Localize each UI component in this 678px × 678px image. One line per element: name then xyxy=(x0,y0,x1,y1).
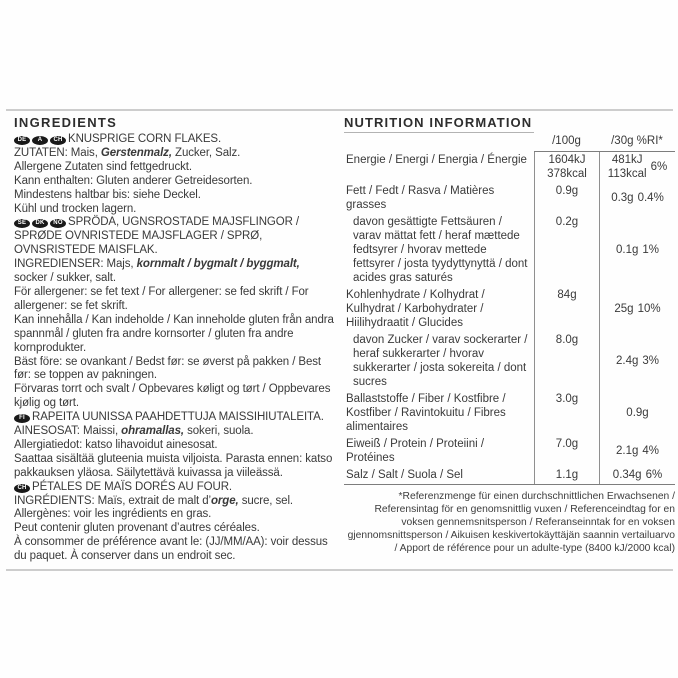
value-per-30g: 481kJ 113kcal 6% xyxy=(599,152,675,183)
reference-intake-percent: 3% xyxy=(642,355,659,367)
text-segment: kornmalt / bygmalt / byggmalt, xyxy=(136,258,300,271)
nutrient-label: Eiweiß / Protein / Proteiini / Protéines xyxy=(346,438,485,464)
nutrient-label: Kohlenhydrate / Kolhydrat / Kulhydrat / Karbohydrater / Hiilihydraatit / Glucides xyxy=(346,289,485,329)
reference-intake-percent: 0.4% xyxy=(637,192,664,204)
country-badge-ch-icon: CH xyxy=(50,136,66,145)
text-segment: Allergene Zutaten sind fettgedruckt. xyxy=(14,160,192,173)
ingredients-paragraph xyxy=(14,314,336,356)
ingredients-paragraph xyxy=(14,133,336,147)
value-per-100g: 84g xyxy=(534,287,599,332)
country-badge-se-icon: SE xyxy=(14,219,30,228)
text-segment: Allergènes: voir les ingrédients en gras. xyxy=(14,508,212,521)
text-segment: INGREDIENSER: Majs, xyxy=(14,258,137,271)
column-header-per-30g-ri: /30g %RI* xyxy=(599,132,675,152)
text-segment: Zucker, Salz. xyxy=(171,146,241,159)
value-per-30g: 25g 10% xyxy=(599,287,675,332)
text-segment: För allergener: se fet text / For allergener: se fed skrift / For allergener: se fet skrift. xyxy=(14,285,309,312)
value-per-30g: 2.1g 4% xyxy=(599,436,675,467)
text-segment: ohramallas, xyxy=(121,425,184,438)
reference-intake-percent: 10% xyxy=(637,303,661,315)
text-segment: ZUTATEN: Mais, xyxy=(14,146,101,159)
text-segment: KNUSPRIGE CORN FLAKES. xyxy=(68,133,222,145)
value-per-100g: 0.2g xyxy=(534,214,599,287)
country-badge-de-icon: DE xyxy=(14,136,30,145)
text-segment: INGRÉDIENTS: Maïs, extrait de malt d’ xyxy=(14,494,211,507)
text-segment: Saattaa sisältää gluteenia muista viljoista. Parasta ennen: katso pakkauksen yläosa. Säilytettävä kuivassa ja viileässä. xyxy=(14,452,333,479)
value-per-100g: 3.0g xyxy=(534,391,599,436)
ingredients-paragraph xyxy=(14,175,336,189)
text-segment: Bäst före: se ovankant / Bedst før: se øverst på pakken / Best før: se toppen av pakningen. xyxy=(14,355,322,382)
value-per-100g: 8.0g xyxy=(534,332,599,391)
nutrition-section xyxy=(344,115,675,566)
text-segment: Allergiatiedot: katso lihavoidut ainesosat. xyxy=(14,438,218,451)
header-spacer xyxy=(344,132,534,152)
text-segment: SPRÖDA, UGNSROSTADE MAJSFLINGOR / SPRØDE OVNRISTEDE MAJSFLAGER / SPRØ, OVNSRISTEDE MAISFLAK. xyxy=(14,216,299,257)
text-segment: Förvaras torrt och svalt / Opbevares køligt og tørt / Oppbevares kjølig og tørt. xyxy=(14,383,331,410)
nutrient-label: Fett / Fedt / Rasva / Matières grasses xyxy=(346,185,495,211)
label-panel xyxy=(6,109,673,571)
country-badge-a-icon: A xyxy=(32,136,48,145)
reference-intake-percent: 4% xyxy=(642,445,659,457)
value-per-100g: 1604kJ 378kcal xyxy=(534,152,599,183)
ingredients-paragraph xyxy=(14,481,336,495)
ingredients-paragraph xyxy=(14,203,336,217)
text-segment: RAPEITA UUNISSA PAAHDETTUJA MAISSIHIUTALEITA. xyxy=(32,411,324,424)
ingredients-paragraph xyxy=(14,286,336,314)
nutrient-label: davon Zucker / varav sockerarter / heraf sukkerarter / hvorav sukkerarter / josta sokereita / dont sucres xyxy=(353,334,528,388)
reference-intake-percent: 1% xyxy=(642,244,659,256)
ingredients-paragraph xyxy=(14,189,336,203)
value-per-30g: 0.3g 0.4% xyxy=(599,183,675,214)
nutrition-title: NUTRITION INFORMATION xyxy=(344,115,533,130)
ingredients-paragraph xyxy=(14,356,336,384)
reference-intake-percent: 6% xyxy=(645,469,663,481)
value-per-30g: 0.34g 6% xyxy=(599,467,675,484)
value-per-100g: 1.1g xyxy=(534,467,599,484)
ingredients-paragraph xyxy=(14,161,336,175)
nutrient-label: Salz / Salt / Suola / Sel xyxy=(346,469,463,481)
text-segment: Kan innehålla / Kan indeholde / Kan inneholde gluten från andra spannmål / gluten fra andre kornsorter / gluten fra andre kornprodukter. xyxy=(14,313,334,354)
country-badge-no-icon: NO xyxy=(50,219,66,228)
country-badge-dk-icon: DK xyxy=(32,219,48,228)
ingredients-paragraph xyxy=(14,439,336,453)
ingredients-paragraph xyxy=(14,522,336,536)
ingredients-paragraph xyxy=(14,147,336,161)
ingredients-paragraph xyxy=(14,495,336,509)
ingredients-paragraph xyxy=(14,383,336,411)
ingredients-paragraph xyxy=(14,508,336,522)
text-segment: Kühl und trocken lagern. xyxy=(14,202,137,215)
text-segment: Peut contenir gluten provenant d’autres céréales. xyxy=(14,522,260,535)
reference-intake-percent: 6% xyxy=(650,161,668,173)
ingredients-paragraphs xyxy=(14,133,336,564)
nutrition-footnote: *Referenzmenge für einen durchschnittlichen Erwachsenen / Referensintag för en genomsnittlig vuxen / Referenceindtag for en voksen gennemsnitsperson / Referanseinntak for en voksen gjennomsnittsperson / Aikuisen keskivertokäyttäjän saannin vertailuarvo / Apport de référence pour un adulte-type (8400 kJ/2000 kcal) xyxy=(347,491,675,555)
value-per-100g: 0.9g xyxy=(534,183,599,214)
nutrient-label: Ballaststoffe / Fiber / Kostfibre / Kostfiber / Ravintokuitu / Fibres alimentaires xyxy=(346,393,506,433)
text-segment: À consommer de préférence avant le: (JJ/MM/AA): voir dessus du paquet. À conserver dans un endroit sec. xyxy=(14,536,328,563)
ingredients-paragraph xyxy=(14,411,336,425)
text-segment: sokeri, suola. xyxy=(184,425,254,438)
text-segment: Mindestens haltbar bis: siehe Deckel. xyxy=(14,188,201,201)
text-segment: Gerstenmalz, xyxy=(100,146,172,159)
text-segment: sucre, sel. xyxy=(238,494,293,507)
ingredients-paragraph xyxy=(14,258,336,286)
country-badge-fi-icon: FI xyxy=(14,414,30,423)
nutrient-label: Energie / Energi / Energia / Énergie xyxy=(346,154,527,166)
column-header-per-100g: /100g xyxy=(534,132,599,152)
nutrition-table xyxy=(344,132,675,485)
value-per-100g: 7.0g xyxy=(534,436,599,467)
nutrient-label: davon gesättigte Fettsäuren / varav mättat fett / heraf mættede fedtsyrer / hvorav mettede fettsyrer / josta tyydyttynyttä / dont acides gras saturés xyxy=(353,216,528,284)
text-segment: PÉTALES DE MAÏS DORÉS AU FOUR. xyxy=(32,480,232,493)
value-per-30g: 0.9g xyxy=(599,391,675,436)
ingredients-paragraph xyxy=(14,453,336,481)
ingredients-paragraph xyxy=(14,216,336,258)
text-segment: Kann enthalten: Gluten anderer Getreidesorten. xyxy=(14,174,253,187)
ingredients-section xyxy=(14,115,336,564)
ingredients-paragraph xyxy=(14,536,336,564)
country-badge-ch-icon: CH xyxy=(14,484,30,493)
text-segment: socker / sukker, salt. xyxy=(14,272,116,285)
value-per-30g: 2.4g 3% xyxy=(599,332,675,391)
ingredients-title: INGREDIENTS xyxy=(14,115,118,130)
text-segment: orge, xyxy=(210,494,239,507)
text-segment: AINESOSAT: Maissi, xyxy=(14,425,122,438)
ingredients-paragraph xyxy=(14,425,336,439)
value-per-30g: 0.1g 1% xyxy=(599,214,675,287)
